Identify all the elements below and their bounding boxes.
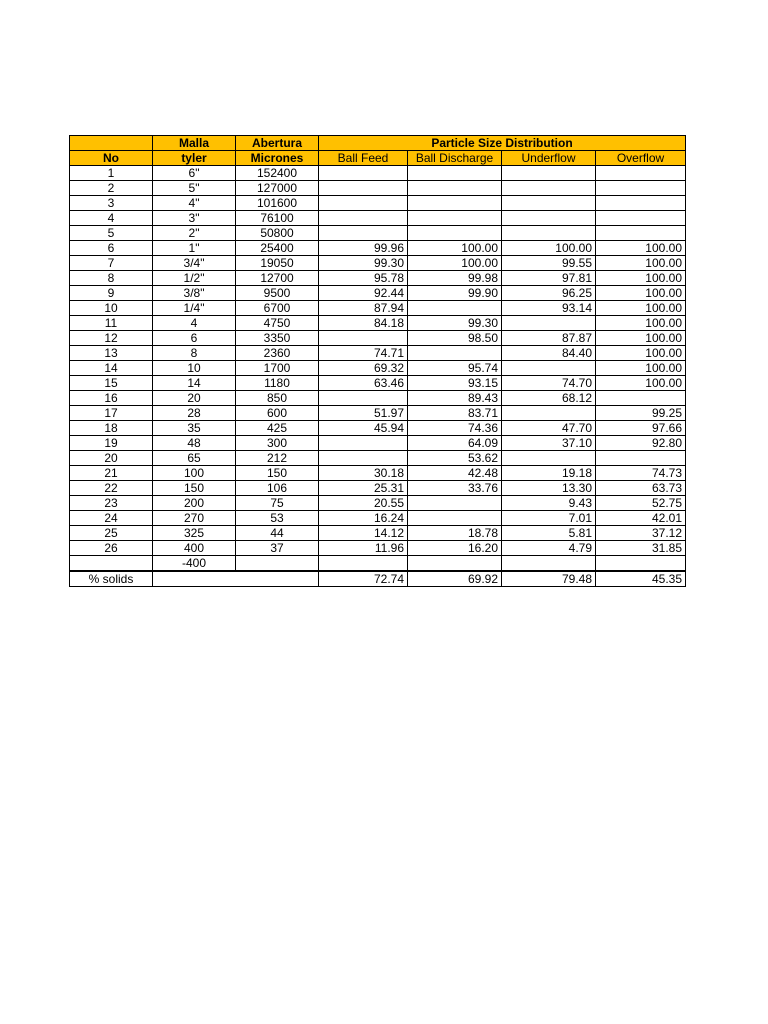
cell-ball-discharge: 95.74 [408,361,502,376]
cell-ball-discharge [408,181,502,196]
cell-underflow [502,181,596,196]
cell-overflow: 74.73 [596,466,686,481]
cell-ball-feed: 25.31 [319,481,408,496]
cell-underflow [502,361,596,376]
cell-microns: 37 [236,541,319,556]
cell-tyler: 6 [153,331,236,346]
cell-ball-feed: 30.18 [319,466,408,481]
cell-microns: 150 [236,466,319,481]
cell-ball-discharge: 99.98 [408,271,502,286]
cell-overflow: 100.00 [596,376,686,391]
cell-underflow: 13.30 [502,481,596,496]
cell-microns: 1180 [236,376,319,391]
cell-microns: 6700 [236,301,319,316]
cell-microns [236,556,319,572]
cell-ball-feed: 45.94 [319,421,408,436]
cell-ball-discharge: 16.20 [408,541,502,556]
table-row [70,511,686,526]
header-row-2 [70,151,686,166]
cell-microns: 53 [236,511,319,526]
cell-microns: 4750 [236,316,319,331]
cell-ball-feed: 92.44 [319,286,408,301]
cell-overflow [596,391,686,406]
solids-ball-discharge: 69.92 [408,571,502,587]
cell-ball-feed: 74.71 [319,346,408,361]
cell-no: 20 [70,451,153,466]
cell-ball-feed: 87.94 [319,301,408,316]
cell-ball-feed: 99.30 [319,256,408,271]
cell-microns: 25400 [236,241,319,256]
cell-underflow: 93.14 [502,301,596,316]
cell-underflow: 99.55 [502,256,596,271]
cell-ball-feed: 11.96 [319,541,408,556]
cell-no: 4 [70,211,153,226]
cell-underflow: 7.01 [502,511,596,526]
cell-overflow [596,226,686,241]
cell-tyler: 5" [153,181,236,196]
cell-overflow: 100.00 [596,331,686,346]
cell-overflow [596,166,686,181]
cell-tyler: 6" [153,166,236,181]
cell-ball-discharge: 33.76 [408,481,502,496]
table-row [70,211,686,226]
cell-ball-feed [319,436,408,451]
cell-no: 8 [70,271,153,286]
cell-overflow: 100.00 [596,286,686,301]
cell-overflow [596,211,686,226]
cell-no: 12 [70,331,153,346]
cell-overflow [596,196,686,211]
cell-tyler: 8 [153,346,236,361]
cell-tyler: 1" [153,241,236,256]
table-row [70,481,686,496]
header-underflow: Underflow [502,151,596,166]
cell-overflow: 100.00 [596,316,686,331]
cell-overflow: 100.00 [596,346,686,361]
cell-ball-feed: 99.96 [319,241,408,256]
cell-no: 25 [70,526,153,541]
cell-ball-discharge [408,196,502,211]
cell-no: 2 [70,181,153,196]
solids-row [70,571,686,587]
cell-ball-feed [319,331,408,346]
cell-tyler: 3/8" [153,286,236,301]
cell-underflow: 84.40 [502,346,596,361]
header-abertura: Abertura [236,136,319,151]
cell-ball-discharge: 98.50 [408,331,502,346]
table-row [70,541,686,556]
cell-ball-discharge: 99.30 [408,316,502,331]
cell-underflow: 74.70 [502,376,596,391]
cell-tyler: 10 [153,361,236,376]
cell-no: 14 [70,361,153,376]
cell-ball-discharge: 64.09 [408,436,502,451]
table-row [70,376,686,391]
cell-tyler: 65 [153,451,236,466]
cell-overflow: 92.80 [596,436,686,451]
cell-ball-discharge [408,166,502,181]
table-row [70,361,686,376]
cell-tyler: 4" [153,196,236,211]
cell-overflow: 63.73 [596,481,686,496]
table-row [70,196,686,211]
cell-tyler: 325 [153,526,236,541]
cell-ball-feed: 84.18 [319,316,408,331]
cell-ball-discharge [408,346,502,361]
cell-microns: 212 [236,451,319,466]
cell-no: 23 [70,496,153,511]
cell-tyler: 20 [153,391,236,406]
table-row [70,316,686,331]
cell-ball-discharge [408,556,502,572]
cell-no: 15 [70,376,153,391]
cell-underflow: 87.87 [502,331,596,346]
cell-ball-feed [319,556,408,572]
cell-ball-discharge [408,511,502,526]
header-ball-feed: Ball Feed [319,151,408,166]
cell-no: 19 [70,436,153,451]
cell-no: 26 [70,541,153,556]
cell-tyler: 14 [153,376,236,391]
cell-ball-feed [319,226,408,241]
cell-no: 5 [70,226,153,241]
table-row [70,226,686,241]
table-row [70,241,686,256]
cell-microns: 9500 [236,286,319,301]
cell-underflow [502,316,596,331]
cell-tyler: 270 [153,511,236,526]
cell-tyler: 400 [153,541,236,556]
cell-underflow [502,406,596,421]
cell-tyler: -400 [153,556,236,572]
cell-ball-discharge [408,301,502,316]
cell-no: 17 [70,406,153,421]
table-row [70,271,686,286]
cell-ball-discharge [408,226,502,241]
cell-no: 11 [70,316,153,331]
cell-tyler: 1/4" [153,301,236,316]
cell-ball-feed: 20.55 [319,496,408,511]
header-ball-discharge: Ball Discharge [408,151,502,166]
solids-label: % solids [70,571,153,587]
cell-underflow [502,556,596,572]
cell-microns: 425 [236,421,319,436]
cell-ball-discharge: 18.78 [408,526,502,541]
cell-underflow: 47.70 [502,421,596,436]
cell-ball-feed: 69.32 [319,361,408,376]
cell-underflow [502,451,596,466]
cell-overflow: 100.00 [596,361,686,376]
cell-microns: 152400 [236,166,319,181]
cell-tyler: 1/2" [153,271,236,286]
header-no-blank [70,136,153,151]
cell-no: 9 [70,286,153,301]
cell-microns: 76100 [236,211,319,226]
solids-ball-feed: 72.74 [319,571,408,587]
cell-microns: 101600 [236,196,319,211]
cell-microns: 850 [236,391,319,406]
cell-no [70,556,153,572]
table-row [70,166,686,181]
cell-no: 10 [70,301,153,316]
table-row [70,496,686,511]
cell-ball-discharge: 89.43 [408,391,502,406]
cell-underflow [502,211,596,226]
cell-overflow: 100.00 [596,241,686,256]
cell-overflow: 37.12 [596,526,686,541]
table-row [70,466,686,481]
cell-ball-discharge [408,211,502,226]
cell-microns: 1700 [236,361,319,376]
cell-tyler: 35 [153,421,236,436]
table-row [70,556,686,572]
cell-tyler: 3/4" [153,256,236,271]
cell-no: 13 [70,346,153,361]
cell-ball-feed [319,391,408,406]
cell-overflow: 100.00 [596,271,686,286]
cell-underflow: 68.12 [502,391,596,406]
cell-underflow: 37.10 [502,436,596,451]
cell-underflow: 5.81 [502,526,596,541]
cell-ball-discharge: 99.90 [408,286,502,301]
header-row-1 [70,136,686,151]
cell-tyler: 48 [153,436,236,451]
cell-microns: 106 [236,481,319,496]
table-row [70,421,686,436]
cell-ball-discharge: 93.15 [408,376,502,391]
cell-microns: 300 [236,436,319,451]
particle-size-table [69,135,686,587]
cell-tyler: 200 [153,496,236,511]
table-row [70,181,686,196]
cell-ball-feed [319,166,408,181]
cell-tyler: 4 [153,316,236,331]
cell-no: 18 [70,421,153,436]
cell-no: 21 [70,466,153,481]
header-malla: Malla [153,136,236,151]
cell-underflow: 100.00 [502,241,596,256]
cell-ball-discharge: 42.48 [408,466,502,481]
solids-underflow: 79.48 [502,571,596,587]
table-row [70,286,686,301]
cell-no: 7 [70,256,153,271]
table-row [70,331,686,346]
table-body [70,166,686,587]
header-tyler: tyler [153,151,236,166]
cell-tyler: 2" [153,226,236,241]
cell-tyler: 100 [153,466,236,481]
cell-ball-feed [319,451,408,466]
cell-overflow: 100.00 [596,301,686,316]
cell-ball-feed: 14.12 [319,526,408,541]
table-row [70,436,686,451]
cell-ball-discharge: 100.00 [408,241,502,256]
cell-tyler: 3" [153,211,236,226]
cell-ball-feed: 63.46 [319,376,408,391]
cell-tyler: 150 [153,481,236,496]
cell-ball-discharge: 100.00 [408,256,502,271]
cell-microns: 3350 [236,331,319,346]
cell-microns: 50800 [236,226,319,241]
cell-microns: 44 [236,526,319,541]
cell-microns: 600 [236,406,319,421]
cell-microns: 127000 [236,181,319,196]
cell-underflow [502,166,596,181]
cell-ball-feed: 51.97 [319,406,408,421]
cell-no: 6 [70,241,153,256]
cell-underflow: 97.81 [502,271,596,286]
header-overflow: Overflow [596,151,686,166]
header-psd: Particle Size Distribution [319,136,686,151]
cell-overflow: 100.00 [596,256,686,271]
header-micrones: Micrones [236,151,319,166]
table-row [70,406,686,421]
cell-ball-discharge: 74.36 [408,421,502,436]
cell-overflow [596,181,686,196]
cell-no: 1 [70,166,153,181]
cell-overflow: 31.85 [596,541,686,556]
cell-no: 16 [70,391,153,406]
cell-ball-discharge: 83.71 [408,406,502,421]
cell-underflow: 4.79 [502,541,596,556]
cell-microns: 19050 [236,256,319,271]
cell-tyler: 28 [153,406,236,421]
cell-ball-feed: 95.78 [319,271,408,286]
table-row [70,346,686,361]
table-row [70,391,686,406]
cell-underflow [502,196,596,211]
cell-microns: 12700 [236,271,319,286]
cell-underflow [502,226,596,241]
cell-overflow: 42.01 [596,511,686,526]
cell-underflow: 9.43 [502,496,596,511]
cell-overflow [596,556,686,572]
cell-overflow: 97.66 [596,421,686,436]
cell-ball-discharge [408,496,502,511]
cell-ball-discharge: 53.62 [408,451,502,466]
table-row [70,256,686,271]
cell-ball-feed [319,181,408,196]
cell-ball-feed [319,211,408,226]
cell-no: 3 [70,196,153,211]
cell-underflow: 96.25 [502,286,596,301]
header-no: No [70,151,153,166]
cell-overflow: 52.75 [596,496,686,511]
cell-microns: 75 [236,496,319,511]
cell-no: 22 [70,481,153,496]
cell-ball-feed [319,196,408,211]
table-row [70,526,686,541]
table-row [70,451,686,466]
cell-microns: 2360 [236,346,319,361]
cell-ball-feed: 16.24 [319,511,408,526]
cell-no: 24 [70,511,153,526]
cell-overflow [596,451,686,466]
table-row [70,301,686,316]
solids-blank [153,571,319,587]
solids-overflow: 45.35 [596,571,686,587]
cell-underflow: 19.18 [502,466,596,481]
cell-overflow: 99.25 [596,406,686,421]
